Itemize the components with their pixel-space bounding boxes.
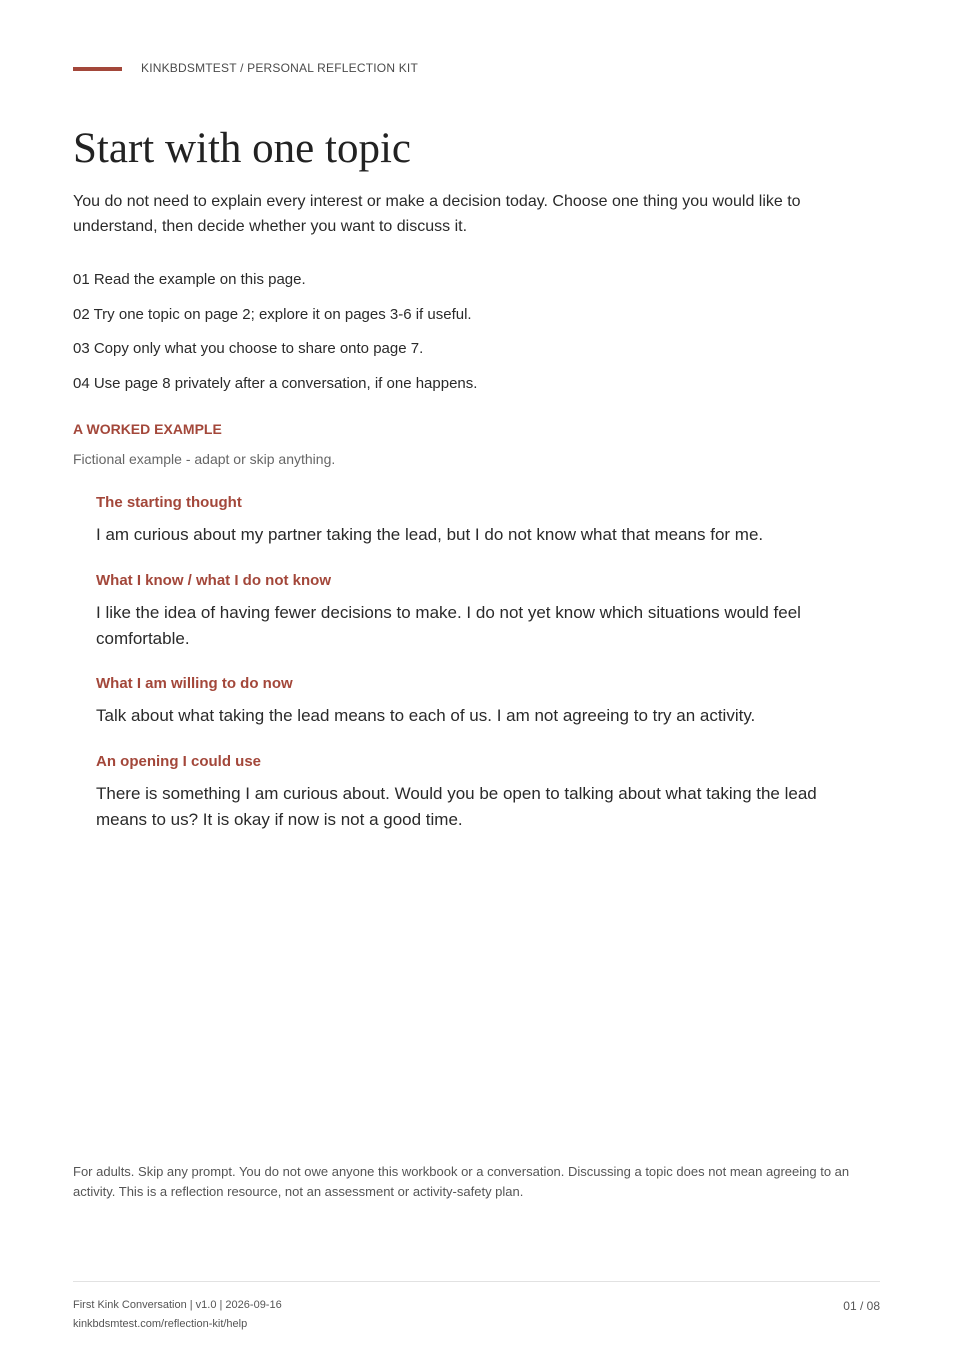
header-breadcrumb: KINKBDSMTEST / PERSONAL REFLECTION KIT xyxy=(141,61,418,75)
footer-url: kinkbdsmtest.com/reflection-kit/help xyxy=(73,1318,248,1330)
step-item: 03 Copy only what you choose to share onto page 7. xyxy=(73,340,424,357)
example-block-body: I am curious about my partner taking the lead, but I do not know what that means for me. xyxy=(96,525,764,544)
worked-example-note: Fictional example - adapt or skip anything. xyxy=(73,451,336,467)
footer-divider xyxy=(73,1281,880,1282)
step-item: 01 Read the example on this page. xyxy=(73,271,306,288)
disclaimer-text: For adults. Skip any prompt. You do not owe anyone this workbook or a conversation. Discussing a topic does not mean agreeing to an activity. This is a reflection resource, not an assessment or activity-safety plan. xyxy=(73,1164,850,1199)
example-block-heading: What I am willing to do now xyxy=(96,675,293,692)
example-block-heading: What I know / what I do not know xyxy=(96,572,331,589)
page-title: Start with one topic xyxy=(73,125,411,172)
steps-list xyxy=(73,269,477,407)
example-block-know-dont-know xyxy=(96,571,866,652)
step-item: 02 Try one topic on page 2; explore it on pages 3-6 if useful. xyxy=(73,305,472,323)
example-block-body: I like the idea of having fewer decisions to make. I do not yet know which situations would feel comfortable. xyxy=(96,603,801,648)
example-block-body: There is something I am curious about. Would you be open to talking about what taking the lead means to us? It is okay if now is not a good time. xyxy=(96,784,817,829)
header-accent-rule xyxy=(73,67,122,71)
footer-meta: First Kink Conversation | v1.0 | 2026-09-16 xyxy=(73,1299,282,1311)
worked-example-heading: A WORKED EXAMPLE xyxy=(73,421,222,437)
page-number: 01 / 08 xyxy=(843,1299,880,1313)
example-block-willing-now xyxy=(96,674,866,729)
example-block-heading: The starting thought xyxy=(96,494,242,511)
example-block-heading: An opening I could use xyxy=(96,753,261,770)
example-block-body: Talk about what taking the lead means to each of us. I am not agreeing to try an activity. xyxy=(96,706,756,725)
step-item: 04 Use page 8 privately after a conversation, if one happens. xyxy=(73,374,478,392)
example-block-opening xyxy=(96,752,866,833)
intro-paragraph: You do not need to explain every interest or make a decision today. Choose one thing you would like to understand, then decide whether you want to discuss it. xyxy=(73,193,801,235)
example-block-starting-thought xyxy=(96,493,866,548)
